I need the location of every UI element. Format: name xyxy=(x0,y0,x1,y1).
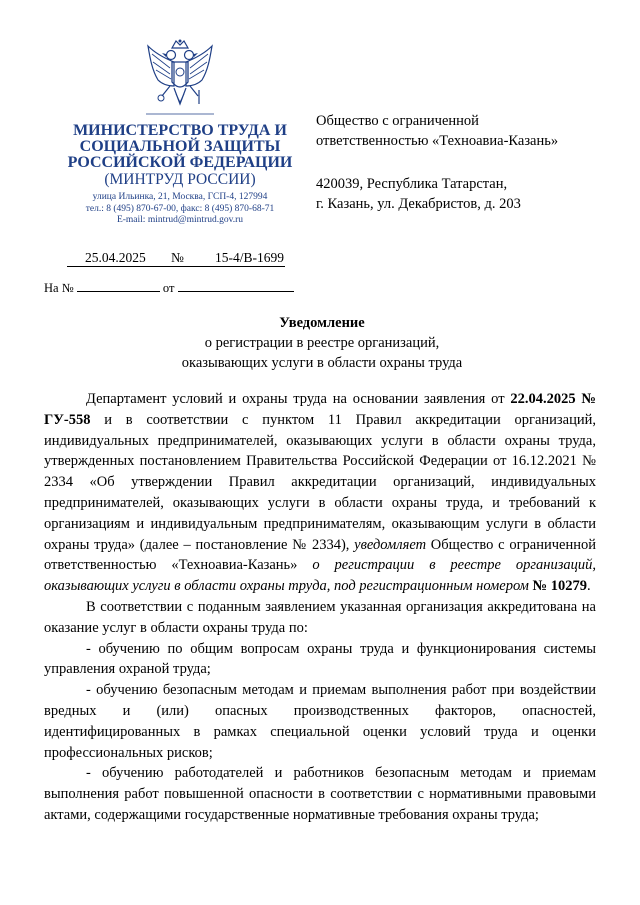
on-number-label: На № xyxy=(44,281,74,295)
ministry-name: МИНИСТЕРСТВО ТРУДА И СОЦИАЛЬНОЙ ЗАЩИТЫ РОССИЙСКОЙ ФЕДЕРАЦИИ xyxy=(67,122,293,171)
recipient-line-4: г. Казань, ул. Декабристов, д. 203 xyxy=(316,196,521,212)
recipient-line-3: 420039, Республика Татарстан, xyxy=(316,176,508,192)
service-item-3: - обучению работодателей и работников безопасным методам и приемам выполнения работ повышенной опасности в соответствии с нормативными правовыми актами, содержащими государственные нормативные требования охраны труда; xyxy=(44,765,596,823)
recipient-block xyxy=(316,111,616,214)
document-body xyxy=(44,389,596,826)
ministry-header xyxy=(60,123,300,227)
p1-registration-phrase: о регистрации в реестре организаций, оказывающих услуги в области охраны труда, под регистрационным номером xyxy=(44,557,596,595)
p1-text-b: и в соответствии с пунктом 11 Правил аккредитации организаций, индивидуальных предпринимателей, оказывающих услуги в области охраны труда, утвержденных постановлением Правительства Российской Федерации от 16.12.2021 № 2334 «Об утверждении Правил аккредитации организаций, индивидуальных предпринимателей, оказывающих услуги в области охраны труда, и требований к организациям и индивидуальным предпринимателям, оказывающим услуги в области охраны труда» (далее – постановление № 2334), xyxy=(44,411,596,553)
ministry-address: улица Ильинка, 21, Москва, ГСП-4, 127994 xyxy=(92,192,268,202)
service-item-1: - обучению по общим вопросам охраны труда и функционирования системы управления охраной труда; xyxy=(44,640,596,678)
from-label: от xyxy=(162,281,175,295)
recipient-line-1: Общество с ограниченной xyxy=(316,113,479,129)
ministry-email: E-mail: mintrud@mintrud.gov.ru xyxy=(116,215,244,225)
paragraph-2: В соответствии с поданным заявлением указанная организация аккредитована на оказание услуг в области охраны труда по: xyxy=(44,598,596,636)
registration-number-bold: № 10279 xyxy=(528,578,587,595)
from-date-blank xyxy=(178,280,294,292)
ministry-phone-fax: тел.: 8 (495) 870-67-00, факс: 8 (495) 870-68-71 xyxy=(85,203,275,214)
on-number-blank xyxy=(77,280,160,292)
registration-number: 15-4/В-1699 xyxy=(215,250,284,265)
p1-text-a: Департамент условий и охраны труда на основании заявления от xyxy=(86,391,511,407)
registration-number-sign: № xyxy=(171,250,184,265)
paragraph-1 xyxy=(44,389,596,597)
ministry-address-block xyxy=(60,192,300,227)
coat-of-arms-emblem xyxy=(144,38,216,124)
title-line-2: оказывающих услуги в области охраны труда xyxy=(181,355,463,371)
registration-line xyxy=(67,250,285,267)
document-title xyxy=(40,313,604,373)
p1-end: . xyxy=(587,578,591,595)
recipient-line-2: ответственностью «Техноавиа-Казань» xyxy=(316,133,559,149)
title-heading: Уведомление xyxy=(279,315,365,331)
reply-reference-row xyxy=(44,280,294,296)
service-item-2: - обучению безопасным методам и приемам выполнения работ при воздействии вредных и (или) опасных производственных факторов, опасностей, идентифицированных в рамках специальной оценки условий труда и оценки профессиональных рисков; xyxy=(44,682,596,761)
ministry-short-name: (МИНТРУД РОССИИ) xyxy=(104,171,256,188)
application-reference: 22.04.2025 № ГУ-558 xyxy=(44,391,596,428)
registration-date: 25.04.2025 xyxy=(85,250,146,265)
p1-text-c: Общество с ограниченной ответственностью «Техноавиа-Казань» xyxy=(44,536,596,574)
title-line-1: о регистрации в реестре организаций, xyxy=(204,335,440,351)
p1-notifies: уведомляет xyxy=(354,536,427,553)
